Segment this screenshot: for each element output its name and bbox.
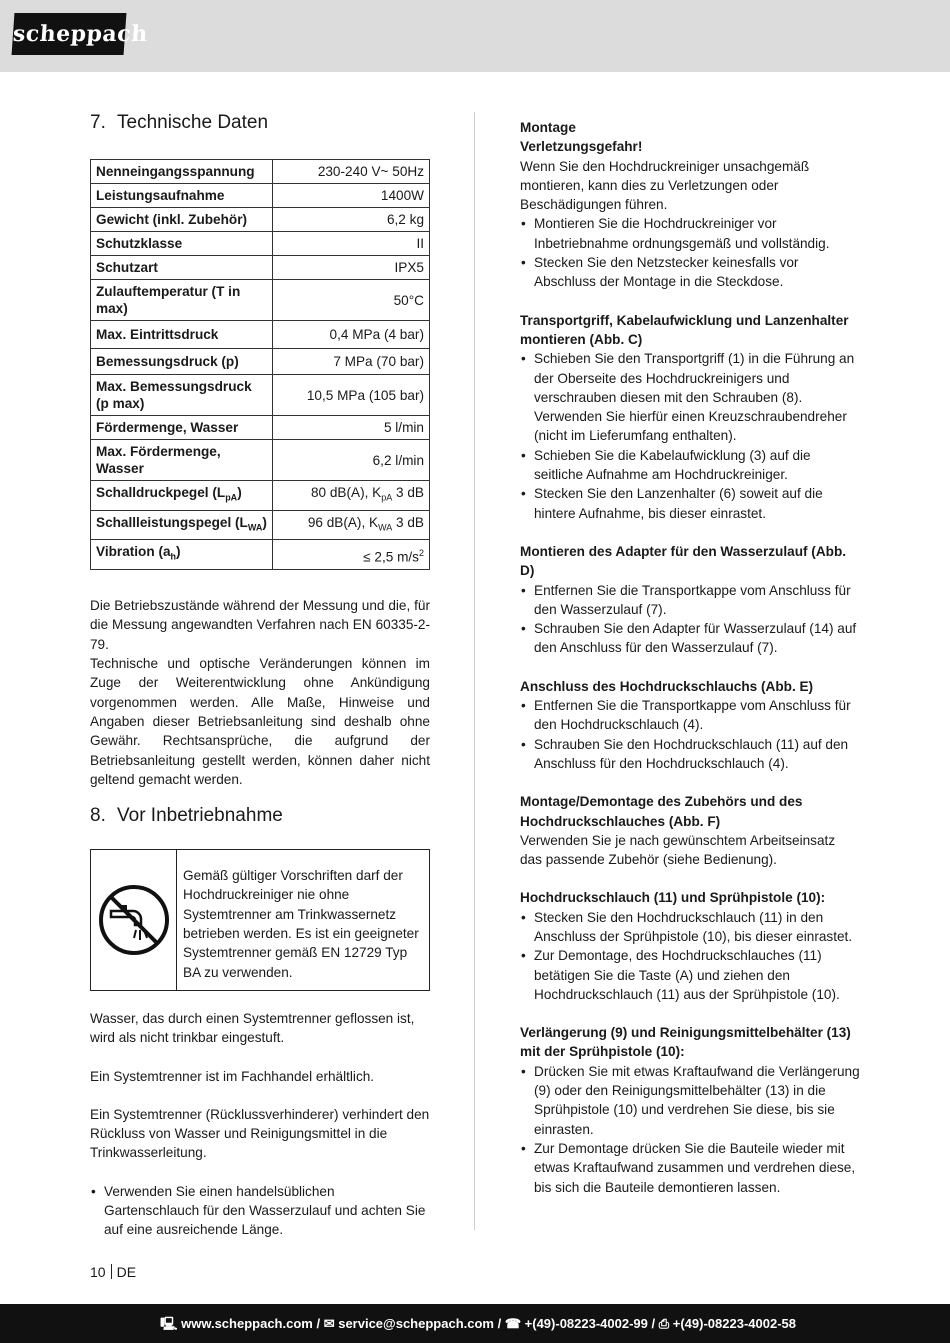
spec-value: 6,2 l/min: [273, 440, 430, 481]
table-row: [91, 321, 430, 349]
spec-key: Max. Bemessungsdruck (p max): [91, 375, 273, 416]
page-header: [0, 0, 950, 72]
spec-key: Max. Eintrittsdruck: [91, 321, 273, 349]
accessory-text: Verwenden Sie je nach gewünschtem Arbeitseinsatz das passende Zubehör (siehe Bedienung).: [520, 832, 836, 868]
separator: /: [312, 1316, 324, 1331]
page-number-value: 10: [90, 1264, 106, 1280]
paragraph: Ein Systemtrenner ist im Fachhandel erhältlich.: [90, 1068, 375, 1084]
table-row: [91, 349, 430, 375]
table-row: [91, 510, 430, 540]
scheppach-logo: scheppach: [12, 13, 127, 55]
montage-heading: Montage: [520, 120, 576, 135]
left-column: [90, 112, 430, 1240]
table-row: [91, 416, 430, 440]
changes-disclaimer: Technische und optische Veränderungen können im Zuge der Weiterentwicklung ohne Ankündigung vorgenommen werden. Alle Maße, Hinweise und Angaben dieser Betriebsanleitung sind deshalb ohne Gewähr. Rechtsansprüche, die aufgrund der Betriebsanleitung gestellt werden, können daher nicht geltend gemacht werden.: [90, 656, 430, 787]
danger-heading: Verletzungsgefahr!: [520, 139, 643, 155]
measurement-note: Die Betriebszustände während der Messung und die, für die Messung angewandten Verfahren nach EN 60335-2-79.: [90, 598, 430, 652]
email-link[interactable]: service@scheppach.com: [338, 1316, 494, 1331]
spec-value: 50°C: [273, 280, 430, 321]
transport-heading: Transportgriff, Kabelaufwicklung und Lanzenhalter montieren (Abb. C): [520, 312, 849, 347]
spec-value: II: [273, 232, 430, 256]
list-item: • Stecken Sie den Lanzenhalter (6) soweit auf die hintere Aufnahme, bis dieser einrastet.: [520, 484, 860, 523]
separator: /: [647, 1316, 659, 1331]
page-language: DE: [116, 1264, 137, 1280]
warning-text: Gemäß gültiger Vorschriften darf der Hochdruckreiniger nie ohne Systemtrenner am Trinkwassernetz betrieben werden. Es ist ein geeigneter Systemtrenner gemäß EN 12729 Typ BA zu verwenden.: [183, 868, 419, 980]
section-7-heading: [90, 112, 430, 134]
danger-text: Wenn Sie den Hochdruckreiniger unsachgemäß montieren, kann dies zu Verletzungen oder Beschädigungen führen.: [520, 158, 810, 213]
table-row: [91, 256, 430, 280]
table-row: [91, 208, 430, 232]
section-8-heading: [90, 805, 430, 827]
spec-key: Schutzart: [91, 256, 273, 280]
hose-heading: Anschluss des Hochdruckschlauchs (Abb. E): [520, 678, 814, 694]
spec-value: 96 dB(A), $K_{WA}$ 3 dB: [273, 510, 430, 540]
section-title: Technische Daten: [117, 112, 269, 133]
bullet-list: [520, 581, 860, 658]
warning-box: [90, 849, 430, 991]
spec-value: 7 MPa (70 bar): [273, 349, 430, 375]
spec-key: Schallleistungspegel $(L_{WA})$: [91, 510, 273, 540]
spec-value: ≤ 2,5 $m/s^2$: [273, 540, 430, 570]
mail-icon: ✉︎: [323, 1316, 335, 1331]
list-item: • Schrauben Sie den Hochdruckschlauch (11) auf den Anschluss für den Hochdruckschlauch (4).: [520, 735, 860, 774]
phone-icon: ☎︎: [504, 1316, 522, 1331]
table-row: [91, 375, 430, 416]
spec-value: 230-240 V~ 50Hz: [273, 160, 430, 184]
list-item: • Schieben Sie den Transportgriff (1) in die Führung an der Oberseite des Hochdruckreinigers und verschrauben diesen mit den Schrauben (8). Verwenden Sie hierfür einen Kreuzschraubendreher (nicht im Lieferumfang enthalten).: [520, 349, 860, 445]
paragraph: Wasser, das durch einen Systemtrenner geflossen ist, wird als nicht trinkbar eingestuft.: [90, 1010, 415, 1046]
spec-key: Schutzklasse: [91, 232, 273, 256]
bullet-list: [520, 214, 860, 291]
column-divider: [474, 112, 475, 1230]
website-link[interactable]: www.scheppach.com: [181, 1316, 313, 1331]
spray-gun-heading: Hochdruckschlauch (11) und Sprühpistole (10):: [520, 890, 826, 906]
adapter-heading: Montieren des Adapter für den Wasserzulauf (Abb. D): [520, 543, 847, 579]
spec-key: Vibration $(a_h)$: [91, 540, 273, 570]
page-footer: [0, 1304, 950, 1343]
spec-value: 80 dB(A), $K_{pA}$ 3 dB: [273, 481, 430, 511]
spec-key: Bemessungsdruck (p): [91, 349, 273, 375]
section-title: Vor Inbetriebnahme: [117, 805, 283, 827]
computer-icon: 🖳︎: [160, 1316, 178, 1331]
section-number: 8.: [90, 805, 106, 827]
spec-key: Leistungsaufnahme: [91, 184, 273, 208]
list-item: • Schrauben Sie den Adapter für Wasserzulauf (14) auf den Anschluss für den Wasserzulauf (7).: [520, 619, 860, 658]
fax-number: +(49)-08223-4002-58: [672, 1316, 796, 1331]
list-item: • Verwenden Sie einen handelsüblichen Gartenschlauch für den Wasserzulauf und achten Sie auf eine ausreichende Länge.: [90, 1182, 430, 1240]
list-item: • Drücken Sie mit etwas Kraftaufwand die Verlängerung (9) oder den Reinigungsmittelbehälter (13) in die Sprühpistole (10) und verdrehen Sie diese, bis sie einrasten.: [520, 1062, 860, 1139]
spec-key: Max. Fördermenge, Wasser: [91, 440, 273, 481]
list-item: • Montieren Sie die Hochdruckreiniger vor Inbetriebnahme ordnungsgemäß und vollständig.: [520, 214, 860, 253]
list-item: • Stecken Sie den Netzstecker keinesfalls vor Abschluss der Montage in die Steckdose.: [520, 253, 860, 292]
table-row: [91, 160, 430, 184]
table-row: [91, 540, 430, 570]
bullet-list: [520, 908, 860, 1004]
paragraph: Ein Systemtrenner (Rücklussverhinderer) verhindert den Rückluss von Wasser und Reinigungsmittel in die Trinkwasserleitung.: [90, 1106, 430, 1161]
no-drinking-water-icon: [91, 850, 177, 990]
technical-data-table: [90, 159, 430, 570]
table-row: [91, 440, 430, 481]
bullet-list: [520, 696, 860, 773]
bullet-list: [90, 1182, 430, 1240]
spec-key: Fördermenge, Wasser: [91, 416, 273, 440]
extension-heading: Verlängerung (9) und Reinigungsmittelbehälter (13) mit der Sprühpistole (10):: [520, 1025, 851, 1060]
spec-key: Nenneingangsspannung: [91, 160, 273, 184]
right-column: [520, 118, 860, 1197]
spec-value: 10,5 MPa (105 bar): [273, 375, 430, 416]
list-item: • Entfernen Sie die Transportkappe vom Anschluss für den Wasserzulauf (7).: [520, 581, 860, 620]
separator: /: [493, 1316, 505, 1331]
page-number: [90, 1264, 136, 1280]
spec-value: IPX5: [273, 256, 430, 280]
list-item: • Entfernen Sie die Transportkappe vom Anschluss für den Hochdruckschlauch (4).: [520, 696, 860, 735]
accessory-heading: Montage/Demontage des Zubehörs und des Hochdruckschlauches (Abb. F): [520, 794, 803, 829]
spec-value: 6,2 kg: [273, 208, 430, 232]
spec-value: 0,4 MPa (4 bar): [273, 321, 430, 349]
spec-key: Gewicht (inkl. Zubehör): [91, 208, 273, 232]
bullet-list: [520, 1062, 860, 1197]
spec-value: 1400W: [273, 184, 430, 208]
table-row: [91, 184, 430, 208]
spec-key: Schalldruckpegel $(L_{pA})$: [91, 481, 273, 511]
phone-number: +(49)-08223-4002-99: [524, 1316, 648, 1331]
list-item: • Zur Demontage, des Hochdruckschlauches (11) betätigen Sie die Taste (A) und ziehen den Hochdruckschlauch (11) aus der Sprühpistole (10).: [520, 946, 860, 1004]
list-item: • Zur Demontage drücken Sie die Bauteile wieder mit etwas Kraftaufwand zusammen und verdrehen diese, bis sich die Bauteile demontieren lassen.: [520, 1139, 860, 1197]
spec-value: 5 l/min: [273, 416, 430, 440]
spec-key: Zulauftemperatur (T in max): [91, 280, 273, 321]
list-item: • Stecken Sie den Hochdruckschlauch (11) in den Anschluss der Sprühpistole (10), bis dieser einrastet.: [520, 908, 860, 947]
table-row: [91, 232, 430, 256]
section-number: 7.: [90, 112, 106, 133]
list-item: • Schieben Sie die Kabelaufwicklung (3) auf die seitliche Aufnahme am Hochdruckreiniger.: [520, 446, 860, 485]
fax-icon: ⎙: [658, 1316, 670, 1331]
table-row: [91, 481, 430, 511]
table-row: [91, 280, 430, 321]
bullet-list: [520, 349, 860, 523]
